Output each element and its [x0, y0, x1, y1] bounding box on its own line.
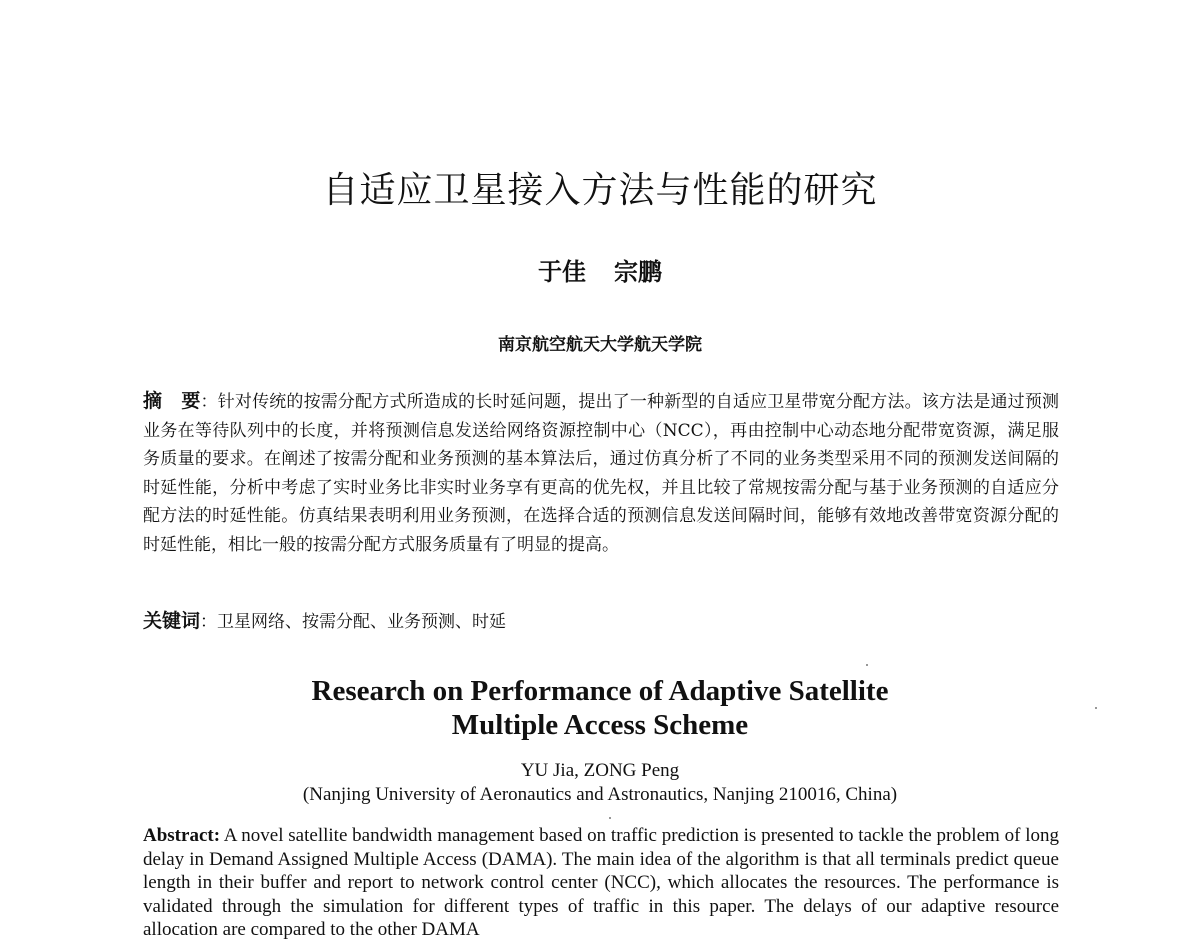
english-abstract-label: Abstract: [143, 825, 214, 846]
english-abstract: [143, 824, 1059, 942]
author-2-cn: 宗鹏: [614, 257, 662, 286]
chinese-keywords-text: 卫星网络、按需分配、业务预测、时延: [217, 612, 507, 632]
english-title-line-2: Multiple Access Scheme: [451, 709, 749, 741]
chinese-keywords: [143, 607, 1059, 636]
chinese-title: 自适应卫星接入方法与性能的研究: [322, 170, 878, 211]
english-abstract-colon: :: [213, 825, 221, 846]
scan-speck: [1095, 707, 1097, 709]
chinese-abstract-text: 针对传统的按需分配方式所造成的长时延问题，提出了一种新型的自适应卫星带宽分配方法。该方法是通过预测业务在等待队列中的长度，并将预测信息发送给网络资源控制中心（NCC），再由控制中心动态地分配带宽资源，满足服务质量的要求。在阐述了按需分配和业务预测的基本算法后，通过仿真分析了不同的业务类型采用不同的预测发送间隔的时延性能，分析中考虑了实时业务比非实时业务享有更高的优先权，并且比较了常规按需分配与基于业务预测的自适应分配方法的时延性能。仿真结果表明利用业务预测，在选择合适的预测信息发送间隔时间，能够有效地改善带宽资源分配的时延性能，相比一般的按需分配方式服务质量有了明显的提高。: [143, 392, 1060, 555]
chinese-affiliation: 南京航空航天大学航天学院: [498, 335, 702, 355]
english-abstract-text: A novel satellite bandwidth management based on traffic prediction is presented to tackle the problem of long delay in Demand Assigned Multiple Access (DAMA). The main idea of the algorithm is that all terminals predict queue length in their buffer and report to network control center (NCC), which allocates the resources. The performance is validated through the simulation for different types of traffic in this paper. The delays of our adaptive resource allocation are compared to the other DAMA: [143, 825, 1059, 940]
english-title: [0, 674, 1200, 742]
english-authors: YU Jia, ZONG Peng: [520, 760, 680, 781]
chinese-authors: [0, 252, 1200, 287]
scan-speck: [866, 664, 868, 666]
english-title-line-1: Research on Performance of Adaptive Satellite: [311, 675, 889, 707]
chinese-keywords-label: 关键词: [143, 610, 201, 632]
chinese-abstract-label: 摘 要: [143, 390, 201, 412]
english-affiliation: (Nanjing University of Aeronautics and Astronautics, Nanjing 210016, China): [302, 784, 898, 805]
chinese-keywords-colon: ：: [200, 612, 218, 632]
author-1-cn: 于佳: [538, 257, 586, 286]
chinese-abstract: [143, 387, 1059, 559]
scan-speck: [609, 817, 611, 819]
chinese-abstract-colon: ：: [200, 392, 218, 412]
